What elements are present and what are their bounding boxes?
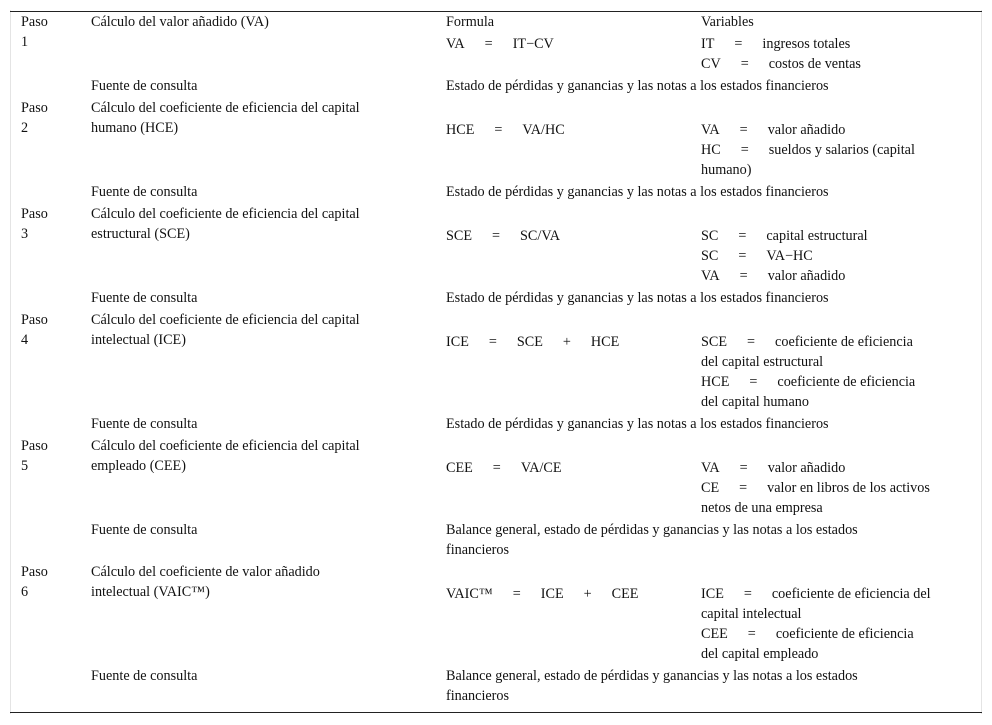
step-formula: CEE = VA/CE xyxy=(446,460,562,476)
source-text: Estado de pérdidas y ganancias y las notas a los estados financieros xyxy=(446,78,829,94)
step-formula: HCE = VA/HC xyxy=(446,122,565,138)
step-label: Paso 6 xyxy=(21,564,48,600)
source-label: Fuente de consulta xyxy=(91,522,198,538)
variable-definition: HC = sueldos y salarios (capital humano) xyxy=(701,142,915,178)
source-text: Estado de pérdidas y ganancias y las notas a los estados financieros xyxy=(446,416,829,432)
source-label: Fuente de consulta xyxy=(91,668,198,684)
step-label: Paso 2 xyxy=(21,100,48,136)
step-title: Cálculo del coeficiente de eficiencia del capital empleado (CEE) xyxy=(91,438,360,474)
source-label: Fuente de consulta xyxy=(91,290,198,306)
variable-definition: SC = capital estructural xyxy=(701,228,868,244)
step-label: Paso 5 xyxy=(21,438,48,474)
step-title: Cálculo del coeficiente de eficiencia del capital intelectual (ICE) xyxy=(91,312,360,348)
source-label: Fuente de consulta xyxy=(91,416,198,432)
step-formula: VAIC™ = ICE + CEE xyxy=(446,586,639,602)
variable-definition: HCE = coeficiente de eficiencia del capital humano xyxy=(701,374,916,410)
variable-definition: IT = ingresos totales xyxy=(701,36,851,52)
step-formula: VA = IT−CV xyxy=(446,36,554,52)
variable-definition: CV = costos de ventas xyxy=(701,56,861,72)
step-formula: SCE = SC/VA xyxy=(446,228,561,244)
source-label: Fuente de consulta xyxy=(91,78,198,94)
step-title: Cálculo del coeficiente de valor añadido intelectual (VAIC™) xyxy=(91,564,320,600)
variable-definition: ICE = coeficiente de eficiencia del capital intelectual xyxy=(701,586,931,622)
source-label: Fuente de consulta xyxy=(91,184,198,200)
variable-definition: CEE = coeficiente de eficiencia del capital empleado xyxy=(701,626,914,662)
header-formula: Formula xyxy=(446,14,495,30)
header-variables: Variables xyxy=(701,14,754,30)
step-label: Paso 4 xyxy=(21,312,48,348)
source-text: Estado de pérdidas y ganancias y las notas a los estados financieros xyxy=(446,184,829,200)
step-label: Paso 3 xyxy=(21,206,48,242)
step-title: Cálculo del coeficiente de eficiencia del capital humano (HCE) xyxy=(91,100,360,136)
variable-definition: VA = valor añadido xyxy=(701,460,846,476)
variable-definition: VA = valor añadido xyxy=(701,122,846,138)
source-text: Estado de pérdidas y ganancias y las notas a los estados financieros xyxy=(446,290,829,306)
variable-definition: SCE = coeficiente de eficiencia del capital estructural xyxy=(701,334,913,370)
source-text: Balance general, estado de pérdidas y ganancias y las notas a los estados financieros xyxy=(446,522,858,558)
step-formula: ICE = SCE + HCE xyxy=(446,334,620,350)
step-label: Paso 1 xyxy=(21,14,48,50)
table-bottom-rule xyxy=(10,712,982,713)
variable-definition: VA = valor añadido xyxy=(701,268,846,284)
variable-definition: SC = VA−HC xyxy=(701,248,813,264)
variable-definition: CE = valor en libros de los activos netos de una empresa xyxy=(701,480,930,516)
step-title: Cálculo del coeficiente de eficiencia del capital estructural (SCE) xyxy=(91,206,360,242)
step-title: Cálculo del valor añadido (VA) xyxy=(91,14,269,30)
source-text: Balance general, estado de pérdidas y ganancias y las notas a los estados financieros xyxy=(446,668,858,704)
